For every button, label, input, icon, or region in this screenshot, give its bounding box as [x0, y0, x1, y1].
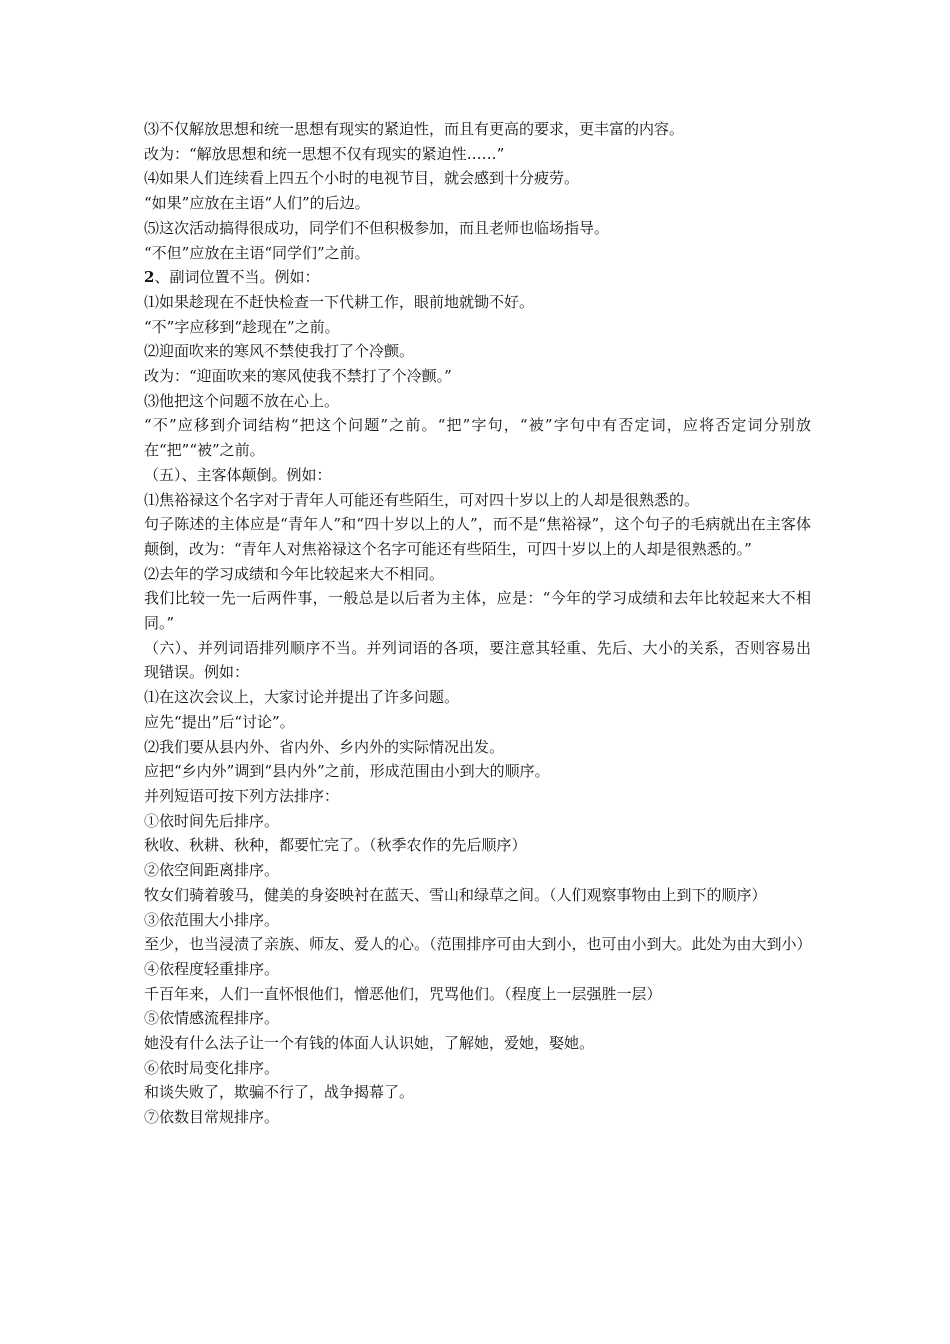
section-heading: [144, 265, 811, 290]
paragraph: 她没有什么法子让一个有钱的体面人认识她，了解她，爱她，娶她。: [144, 1034, 595, 1053]
paragraph: ⑸这次活动搞得很成功，同学们不但积极参加，而且老师也临场指导。: [144, 218, 610, 237]
paragraph: 句子陈述的主体应是“青年人”和“四十岁以上的人”，而不是“焦裕禄”，这个句子的毛病就出在主客体颠倒，改为：“青年人对焦裕禄这个名字可能还有些陌生，可四十岁以上的人却是很熟悉的。”: [144, 515, 811, 558]
paragraph: “不”应移到介词结构“把这个问题”之前。“把”字句，“被”字句中有否定词，应将否定词分别放在“把”“被”之前。: [144, 416, 811, 460]
document-body: [144, 117, 811, 1130]
paragraph: “不”字应移到“趁现在”之前。: [144, 317, 340, 336]
paragraph: ⑵我们要从县内外、省内外、乡内外的实际情况出发。: [144, 737, 505, 756]
section-heading-text: 、副词位置不当。例如：: [154, 268, 320, 287]
paragraph: ⑵迎面吹来的寒风不禁使我打了个冷颤。: [144, 342, 415, 361]
paragraph: ⑶不仅解放思想和统一思想有现实的紧迫性，而且有更高的要求，更丰富的内容。: [144, 120, 685, 138]
paragraph: “不但”应放在主语“同学们”之前。: [144, 243, 370, 262]
paragraph: 我们比较一先一后两件事，一般总是以后者为主体，应是：“今年的学习成绩和去年比较起来大不相同。”: [144, 589, 811, 633]
paragraph: ⑴在这次会议上，大家讨论并提出了许多问题。: [144, 688, 460, 707]
paragraph: ⑶他把这个问题不放在心上。: [144, 391, 340, 410]
list-item: ②依空间距离排序。: [144, 861, 280, 880]
paragraph: ⑴如果趁现在不赶快检查一下代耕工作，眼前地就锄不好。: [144, 292, 535, 311]
section-heading: （六）、并列词语排列顺序不当。并列词语的各项，要注意其轻重、先后、大小的关系，否则容易出现错误。例如：: [144, 638, 811, 682]
paragraph: 和谈失败了，欺骗不行了，战争揭幕了。: [144, 1083, 415, 1102]
paragraph: “如果”应放在主语“人们”的后边。: [144, 194, 370, 213]
paragraph: ⑷如果人们连续看上四五个小时的电视节目，就会感到十分疲劳。: [144, 169, 580, 188]
paragraph: 改为：“迎面吹来的寒风使我不禁打了个冷颤。”: [144, 367, 452, 386]
list-item: ⑤依情感流程排序。: [144, 1009, 280, 1028]
paragraph: ⑴焦裕禄这个名字对于青年人可能还有些陌生，可对四十岁以上的人却是很熟悉的。: [144, 490, 700, 509]
paragraph: 应把“乡内外”调到“县内外”之前，形成范围由小到大的顺序。: [144, 762, 550, 781]
paragraph: 并列短语可按下列方法排序：: [144, 786, 340, 805]
paragraph: 应先“提出”后“讨论”。: [144, 712, 295, 731]
paragraph: 至少，也当浸渍了亲族、师友、爱人的心。（范围排序可由大到小，也可由小到大。此处为由大到小）: [144, 935, 812, 954]
section-number: 2: [144, 268, 155, 287]
list-item: ⑥依时局变化排序。: [144, 1058, 280, 1077]
list-item: ③依范围大小排序。: [144, 910, 280, 929]
paragraph: 牧女们骑着骏马，健美的身姿映衬在蓝天、雪山和绿草之间。（人们观察事物由上到下的顺序）: [144, 885, 767, 904]
paragraph: ⑵去年的学习成绩和今年比较起来大不相同。: [144, 564, 445, 583]
section-heading: （五）、主客体颠倒。例如：: [144, 465, 332, 484]
list-item: ①依时间先后排序。: [144, 811, 280, 830]
paragraph: 千百年来，人们一直怀恨他们，憎恶他们，咒骂他们。（程度上一层强胜一层）: [144, 984, 662, 1003]
list-item: ⑦依数目常规排序。: [144, 1108, 280, 1127]
paragraph: 秋收、秋耕、秋种，都要忙完了。（秋季农作的先后顺序）: [144, 836, 527, 855]
list-item: ④依程度轻重排序。: [144, 959, 280, 978]
paragraph: 改为：“解放思想和统一思想不仅有现实的紧迫性……”: [144, 144, 505, 163]
